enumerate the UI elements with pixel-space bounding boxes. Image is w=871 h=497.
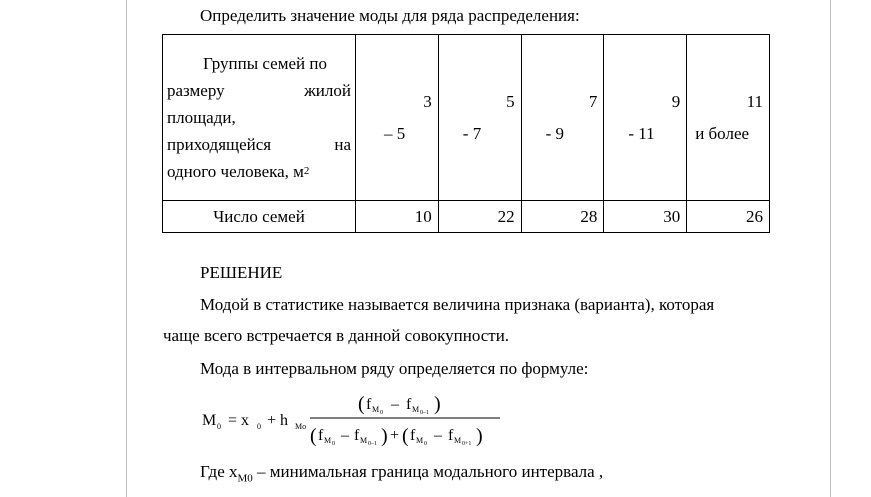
formula-sub-0: 0 — [332, 441, 335, 447]
formula-f: f — [318, 427, 324, 444]
formula-h-sub: Mo — [295, 422, 307, 431]
group-cell — [356, 35, 439, 201]
formula-sub-0p1: 0+1 — [462, 441, 472, 447]
formula-f: f — [366, 396, 372, 413]
formula-sub-m: M — [416, 436, 424, 445]
header-line: площади, — [167, 108, 236, 127]
formula-f: f — [448, 427, 454, 444]
group-cell — [687, 35, 770, 201]
definition-line-2: чаще всего встречается в данной совокупности. — [163, 326, 510, 345]
formula-sub-0m1: 0–1 — [368, 441, 377, 447]
formula-f: f — [410, 427, 416, 444]
paren-open: ( — [310, 425, 317, 447]
formula-f: f — [354, 427, 360, 444]
header-line: на — [334, 135, 351, 154]
group-cell — [521, 35, 604, 201]
page-margin-left — [126, 0, 127, 497]
task-statement: Определить значение моды для ряда распределения: — [200, 6, 580, 25]
header-line: размеру — [167, 81, 225, 100]
group-cell — [604, 35, 687, 201]
formula-sub-m: M — [454, 436, 462, 445]
group-to: - 7 — [462, 123, 482, 143]
group-from: 9 — [671, 91, 681, 111]
group-from: 5 — [506, 91, 515, 111]
group-to: – 5 — [384, 123, 406, 143]
group-from: 7 — [588, 91, 598, 111]
formula-lhs-sub: 0 — [217, 422, 221, 431]
where-line — [200, 462, 603, 484]
formula-sub-0: 0 — [424, 441, 427, 447]
group-from: 3 — [423, 91, 432, 111]
definition-line-1: Модой в статистике называется величина признака (варианта), которая — [200, 295, 715, 314]
formula-sub-m: M — [372, 405, 380, 414]
row-label: Число семей — [163, 201, 356, 233]
formula-plus-h: + h — [267, 412, 289, 429]
formula-minus: – — [341, 427, 349, 444]
paren-open: ( — [358, 393, 365, 415]
header-line: приходящейся — [167, 135, 272, 154]
distribution-table — [162, 34, 770, 233]
group-to: - 11 — [628, 123, 655, 143]
formula-sub-0: 0 — [380, 410, 383, 416]
where-rest: – минимальная граница модального интервала , — [252, 462, 604, 481]
count-cell: 22 — [438, 201, 521, 233]
page-margin-right — [830, 0, 831, 497]
header-superscript: 2 — [303, 165, 310, 177]
paren-close: ) — [381, 425, 388, 447]
where-prefix: Где x — [200, 462, 238, 481]
group-cell — [438, 35, 521, 201]
group-to: - 9 — [545, 123, 565, 143]
formula-lhs: M — [202, 412, 217, 429]
formula-sub-m: M — [324, 436, 332, 445]
header-line: одного человека, м — [167, 162, 304, 181]
formula-x-sub: 0 — [257, 422, 261, 431]
count-cell: 30 — [604, 201, 687, 233]
count-cell: 10 — [356, 201, 439, 233]
group-from: 11 — [746, 91, 763, 111]
formula-minus: – — [434, 427, 442, 444]
mode-formula — [200, 390, 520, 450]
formula-f: f — [406, 396, 412, 413]
paren-close: ) — [434, 393, 441, 415]
formula-intro: Мода в интервальном ряду определяется по формуле: — [200, 359, 589, 378]
group-to: и более — [695, 123, 750, 143]
formula-eq-x: = x — [228, 412, 250, 429]
count-cell: 28 — [521, 201, 604, 233]
formula-minus: – — [391, 396, 399, 413]
header-line: Группы семей по — [203, 54, 327, 73]
formula-plus: + — [390, 427, 400, 444]
paren-open: ( — [402, 425, 409, 447]
count-cell: 26 — [687, 201, 770, 233]
header-line: жилой — [304, 81, 351, 100]
solution-heading: РЕШЕНИЕ — [200, 263, 283, 282]
formula-sub-m: M — [360, 436, 368, 445]
formula-sub-m: M — [412, 405, 420, 414]
paren-close: ) — [476, 425, 483, 447]
formula-sub-0m1: 0–1 — [420, 410, 429, 416]
where-sub: M0 — [237, 472, 253, 485]
header-cell — [163, 35, 356, 201]
